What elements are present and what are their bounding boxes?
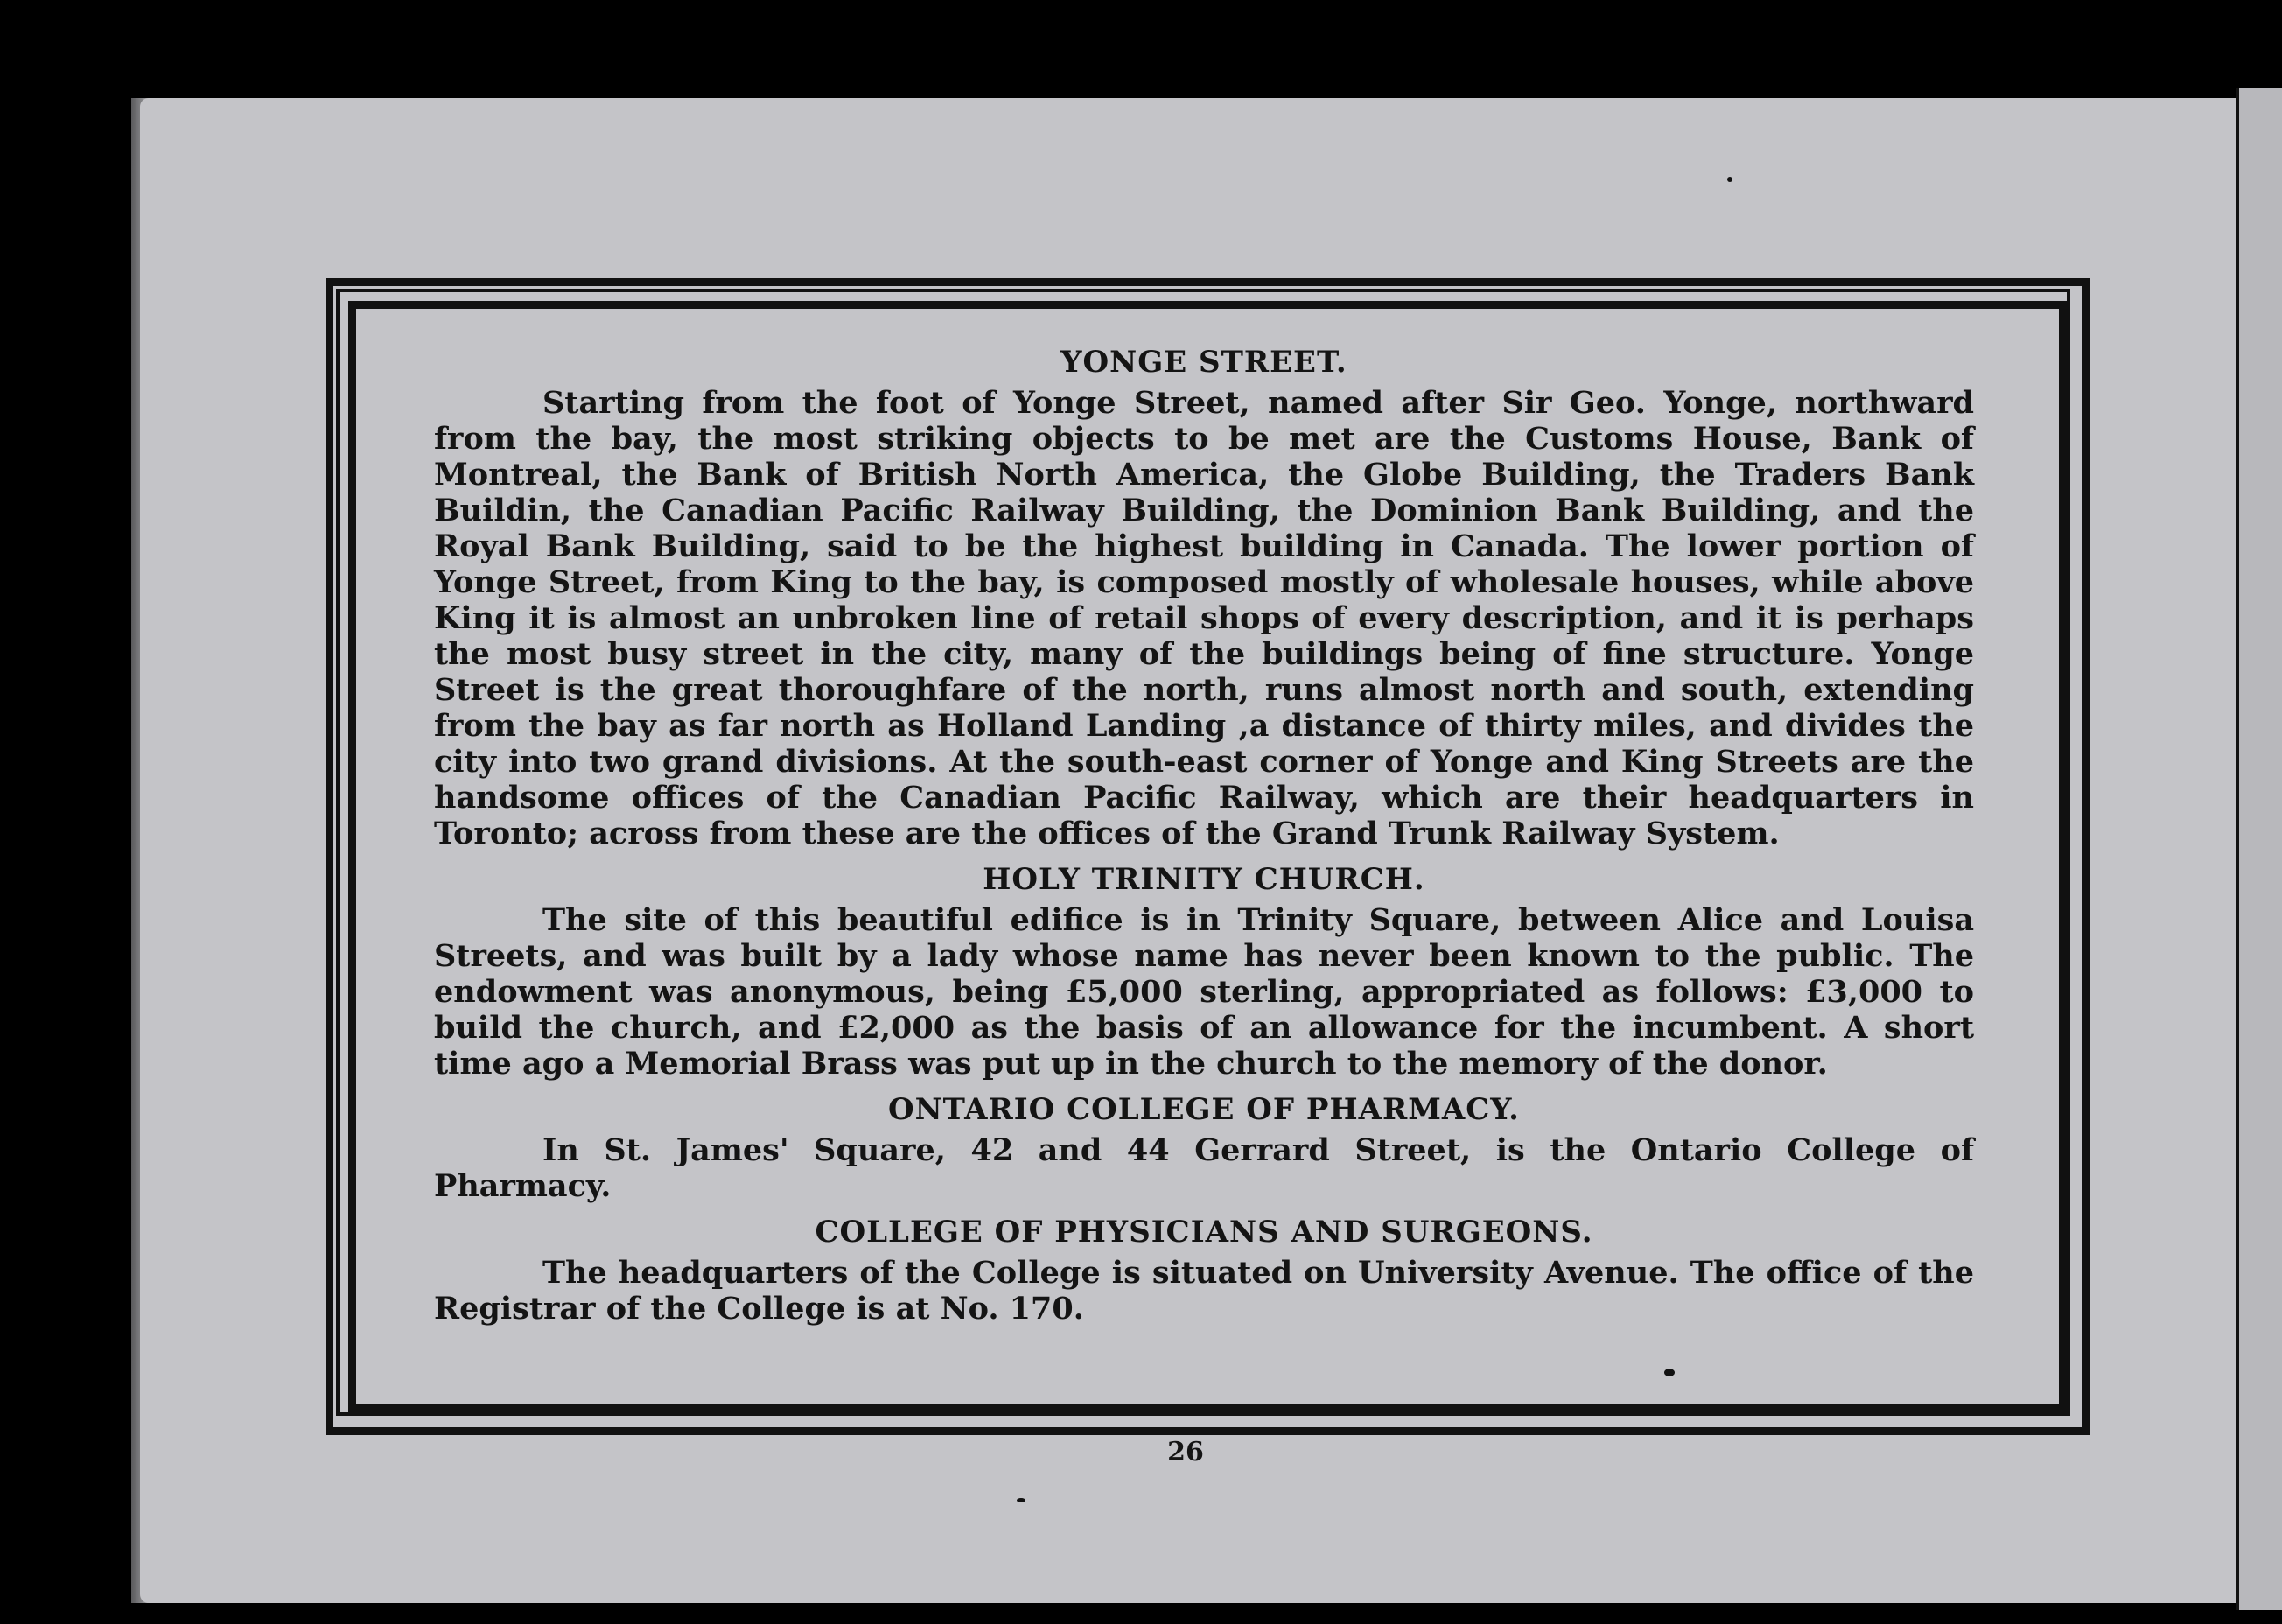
- ink-speck: [1664, 1368, 1675, 1376]
- section-yonge-street: [434, 343, 1974, 851]
- section-body: In St. James' Square, 42 and 44 Gerrard Street, is the Ontario College of Pharmacy.: [434, 1132, 1974, 1204]
- facing-page-edge: [2236, 88, 2282, 1610]
- section-body: The headquarters of the College is situated on University Avenue. The office of the Registrar of the College is at No. 170.: [434, 1255, 1974, 1326]
- section-heading: COLLEGE OF PHYSICIANS AND SURGEONS.: [815, 1214, 1593, 1250]
- ink-speck: [1017, 1498, 1026, 1502]
- section-body: Starting from the foot of Yonge Street, named after Sir Geo. Yonge, northward from the bay, the most striking objects to be met are the Customs House, Bank of Montreal, the Bank of British North America, the Globe Building, the Traders Bank Buildin, the Canadian Pacific Railway Building, the Dominion Bank Building, and the Royal Bank Building, said to be the highest building in Canada. The lower portion of Yonge Street, from King to the bay, is composed mostly of wholesale houses, while above King it is almost an unbroken line of retail shops of every description, and it is perhaps the most busy street in the city, many of the buildings being of fine structure. Yonge Street is the great thoroughfare of the north, runs almost north and south, extending from the bay as far north as Holland Landing ,a distance of thirty miles, and divides the city into two grand divisions. At the south-east corner of Yonge and King Streets are the handsome offices of the Canadian Pacific Railway, which are their headquarters in Toronto; across from these are the offices of the Grand Trunk Railway System.: [434, 385, 1974, 851]
- section-heading: YONGE STREET.: [1060, 345, 1348, 380]
- section-body: The site of this beautiful edifice is in Trinity Square, between Alice and Louisa Streets, and was built by a lady whose name has never been known to the public. The endowment was anonymous, being £5,000 sterling, appropriated as follows: £3,000 to build the church, and £2,000 as the basis of an allowance for the incumbent. A short time ago a Memorial Brass was put up in the church to the memory of the donor.: [434, 902, 1974, 1082]
- section-holy-trinity-church: [434, 860, 1974, 1082]
- page-number: 26: [1167, 1437, 1204, 1467]
- section-ontario-college-of-pharmacy: [434, 1090, 1974, 1204]
- ink-speck: [1727, 177, 1732, 182]
- section-heading: HOLY TRINITY CHURCH.: [983, 862, 1425, 897]
- section-heading: ONTARIO COLLEGE OF PHARMACY.: [887, 1092, 1521, 1127]
- page-content: [434, 343, 1974, 1335]
- section-college-of-physicians-and-surgeons: [434, 1213, 1974, 1326]
